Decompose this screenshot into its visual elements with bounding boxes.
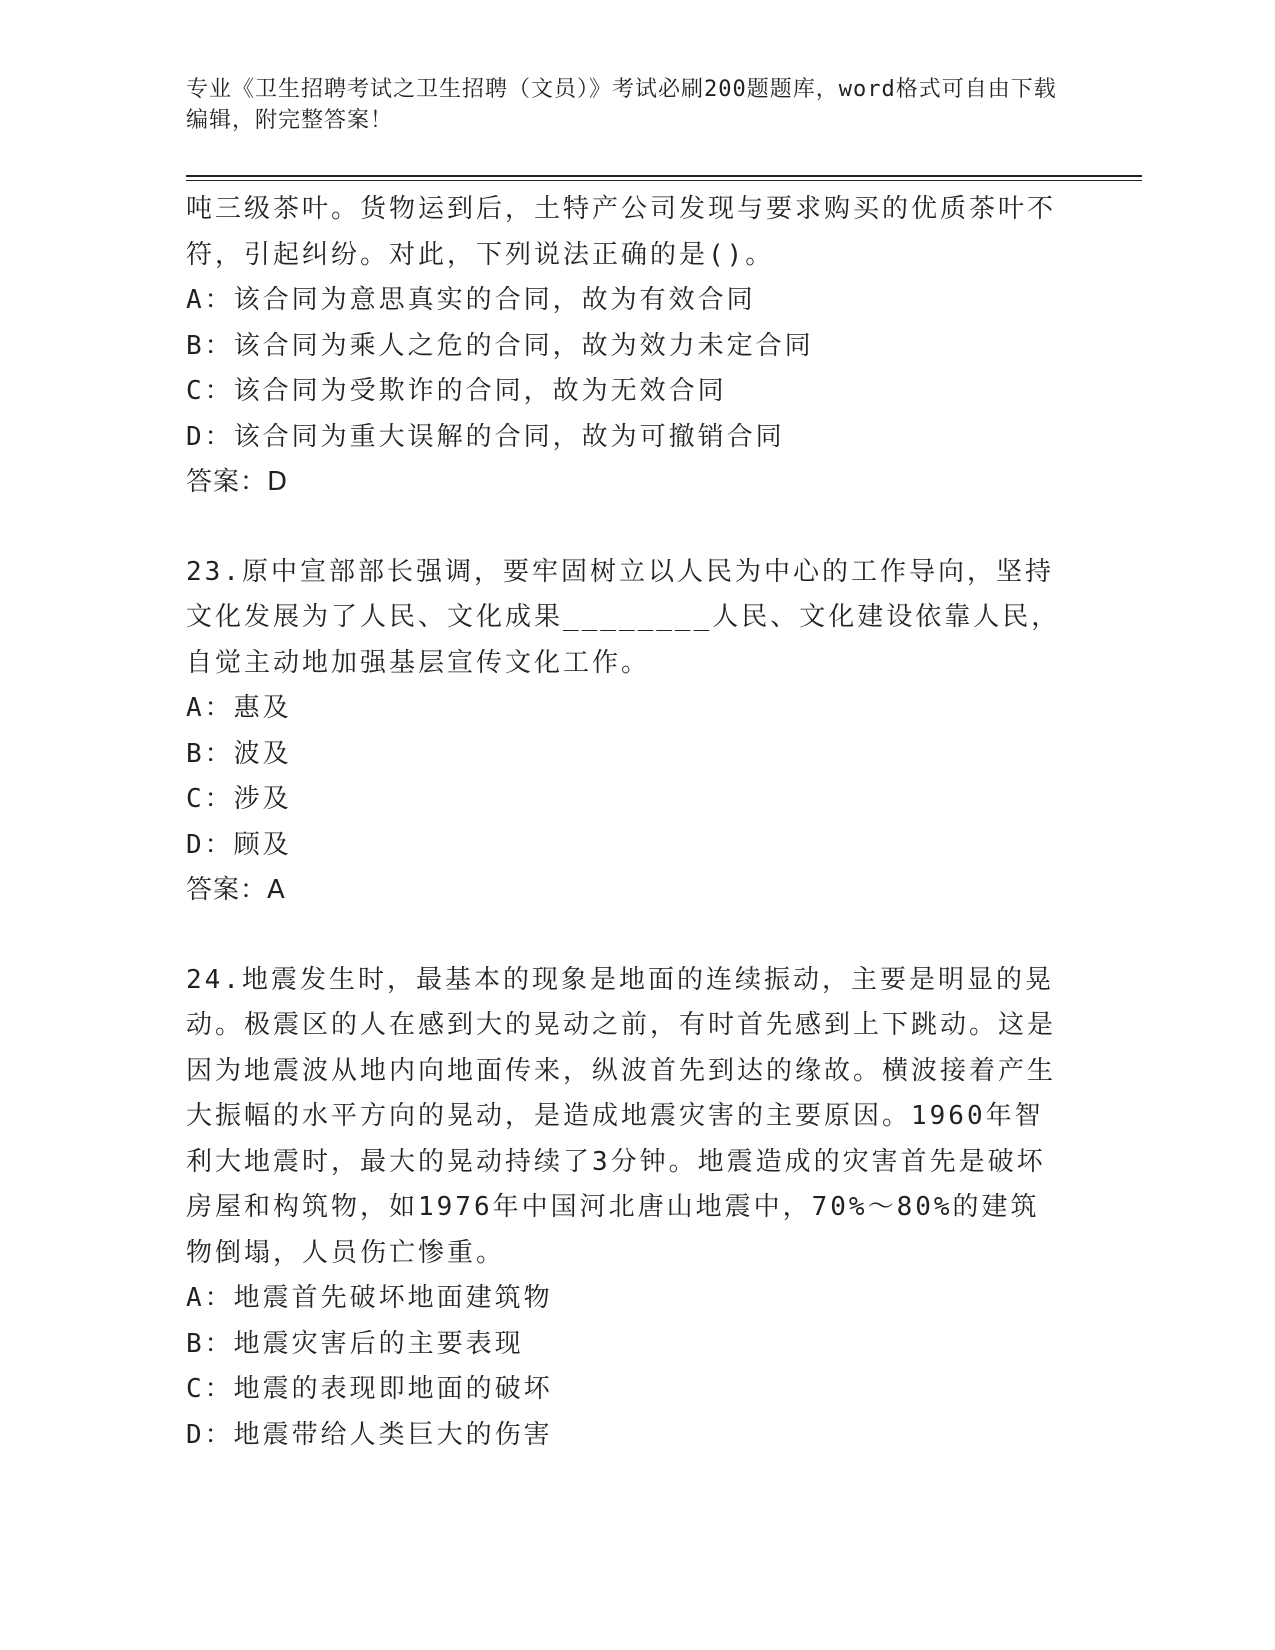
question-24-option-d: D：地震带给人类巨大的伤害 xyxy=(186,1419,553,1450)
question-24 xyxy=(186,958,1066,1459)
question-23-stem: 23.原中宣部部长强调，要牢固树立以人民为中心的工作导向，坚持文化发展为了人民、文化成果________人民、文化建设依靠人民，自觉主动地加强基层宣传文化工作。 xyxy=(186,556,1061,678)
question-23-option-a: A：惠及 xyxy=(186,693,292,723)
question-22-option-c: C：该合同为受欺诈的合同，故为无效合同 xyxy=(186,376,727,406)
question-content xyxy=(186,187,1066,1458)
header-divider-thin xyxy=(186,180,1142,181)
question-22-answer: 答案：D xyxy=(186,467,289,497)
spacer xyxy=(186,506,1066,550)
question-22-option-d: D：该合同为重大误解的合同，故为可撤销合同 xyxy=(186,421,785,452)
question-22 xyxy=(186,187,1066,506)
question-24-stem: 24.地震发生时，最基本的现象是地面的连续振动，主要是明显的晃动。极震区的人在感到大的晃动之前，有时首先感到上下跳动。这是因为地震波从地内向地面传来，纵波首先到达的缘故。横波接着产生大振幅的水平方向的晃动，是造成地震灾害的主要原因。1960年智利大地震时，最大的晃动持续了3分钟。地震造成的灾害首先是破坏房屋和构筑物，如1976年中国河北唐山地震中，70%～80%的建筑物倒塌，人员伤亡惨重。 xyxy=(186,964,1057,1268)
question-23-option-b: B：波及 xyxy=(186,738,292,769)
spacer xyxy=(186,914,1066,958)
question-24-option-c: C：地震的表现即地面的破坏 xyxy=(186,1374,553,1404)
question-24-option-a: A：地震首先破坏地面建筑物 xyxy=(186,1283,553,1313)
question-23-answer: 答案：A xyxy=(186,875,286,905)
header-divider-thick xyxy=(186,175,1142,177)
page-header-title: 专业《卫生招聘考试之卫生招聘（文员）》考试必刷200题题库，word格式可自由下载编辑，附完整答案！ xyxy=(186,77,1057,133)
question-22-option-b: B：该合同为乘人之危的合同，故为效力未定合同 xyxy=(186,330,814,361)
question-23 xyxy=(186,550,1066,914)
question-24-option-b: B：地震灾害后的主要表现 xyxy=(186,1328,524,1359)
question-22-stem-continued: 吨三级茶叶。货物运到后，土特产公司发现与要求购买的优质茶叶不符，引起纠纷。对此，下列说法正确的是()。 xyxy=(186,194,1057,270)
question-23-option-d: D：顾及 xyxy=(186,829,292,860)
question-22-option-a: A：该合同为意思真实的合同，故为有效合同 xyxy=(186,285,756,315)
question-23-option-c: C：涉及 xyxy=(186,784,292,814)
